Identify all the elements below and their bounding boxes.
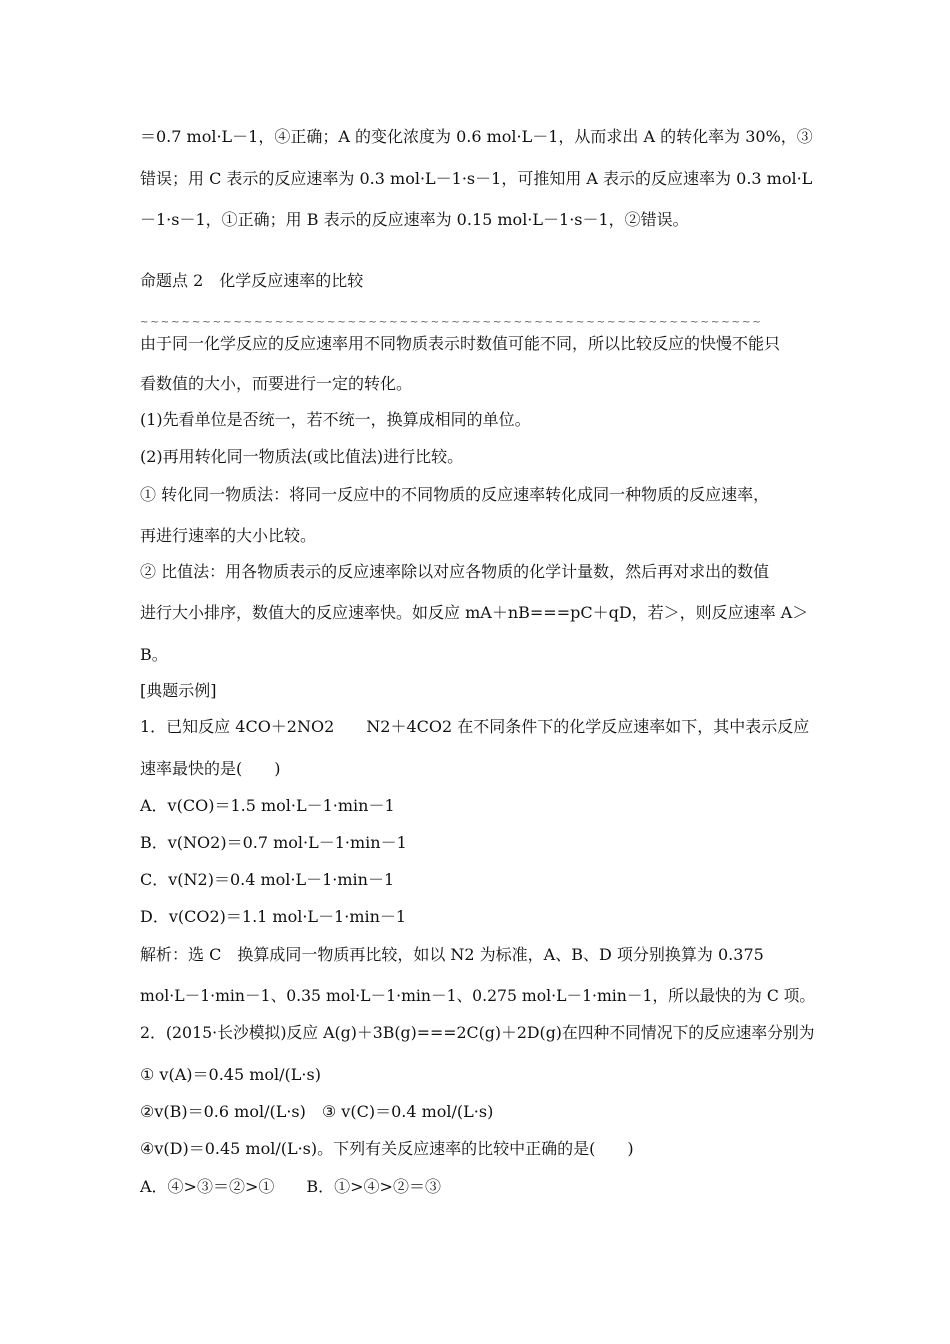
section-heading: 命题点 2 化学反应速率的比较	[140, 271, 364, 290]
solution-text: 解析：选 C 换算成同一物质再比较，如以 N2 为标准，A、B、D 项分别换算为 0.375	[140, 945, 764, 964]
text-line: B。	[140, 645, 168, 664]
section-label: [典题示例]	[140, 681, 217, 700]
text-line: 看数值的大小，而要进行一定的转化。	[140, 374, 413, 393]
text-line: ① 转化同一物质法：将同一反应中的不同物质的反应速率转化成同一种物质的反应速率，	[140, 485, 770, 504]
answer-option: D．v(CO2)＝1.1 mol·L－1·min－1	[140, 907, 407, 926]
answer-option: A．④>③＝②>① B．①>④>②＝③	[140, 1177, 441, 1196]
text-line: 再进行速率的大小比较。	[140, 526, 317, 545]
text-line: ＝0.7 mol·L－1，④正确；A 的变化浓度为 0.6 mol·L－1，从而求出 A 的转化率为 30%，③	[140, 127, 813, 146]
question-text: ④v(D)＝0.45 mol/(L·s)。下列有关反应速率的比较中正确的是( )	[140, 1139, 634, 1158]
text-line: 错误；用 C 表示的反应速率为 0.3 mol·L－1·s－1，可推知用 A 表示的反应速率为 0.3 mol·L	[140, 169, 813, 188]
text-line: 由于同一化学反应的反应速率用不同物质表示时数值可能不同，所以比较反应的快慢不能只	[140, 334, 781, 353]
wavy-underline: ~~~~~~~~~~~~~~~~~~~~~~~~~~~~~~~~~~~~~~~~~~~~~~~~~~~~~~~~~~~~	[140, 317, 763, 328]
answer-option: C．v(N2)＝0.4 mol·L－1·min－1	[140, 870, 395, 889]
question-text: 1．已知反应 4CO＋2NO2 N2＋4CO2 在不同条件下的化学反应速率如下，其中表示反应	[140, 717, 810, 736]
question-text: ②v(B)＝0.6 mol/(L·s) ③ v(C)＝0.4 mol/(L·s)	[140, 1102, 494, 1121]
question-text: ① v(A)＝0.45 mol/(L·s)	[140, 1065, 321, 1084]
answer-option: A．v(CO)＝1.5 mol·L－1·min－1	[140, 796, 395, 815]
text-line: －1·s－1，①正确；用 B 表示的反应速率为 0.15 mol·L－1·s－1，②错误。	[140, 210, 689, 229]
question-text: 速率最快的是( )	[140, 759, 281, 778]
text-line: (2)再用转化同一物质法(或比值法)进行比较。	[140, 447, 464, 466]
text-line: ② 比值法：用各物质表示的反应速率除以对应各物质的化学计量数，然后再对求出的数值	[140, 562, 770, 581]
question-text: 2．(2015·长沙模拟)反应 A(g)＋3B(g)===2C(g)＋2D(g)在四种不同情况下的反应速率分别为	[140, 1023, 815, 1042]
text-line: 进行大小排序，数值大的反应速率快。如反应 mA＋nB===pC＋qD，若＞，则反应速率 A＞	[140, 603, 809, 622]
solution-text: mol·L－1·min－1、0.35 mol·L－1·min－1、0.275 mol·L－1·min－1，所以最快的为 C 项。	[140, 986, 816, 1005]
text-line: (1)先看单位是否统一，若不统一，换算成相同的单位。	[140, 410, 531, 429]
answer-option: B．v(NO2)＝0.7 mol·L－1·min－1	[140, 833, 407, 852]
